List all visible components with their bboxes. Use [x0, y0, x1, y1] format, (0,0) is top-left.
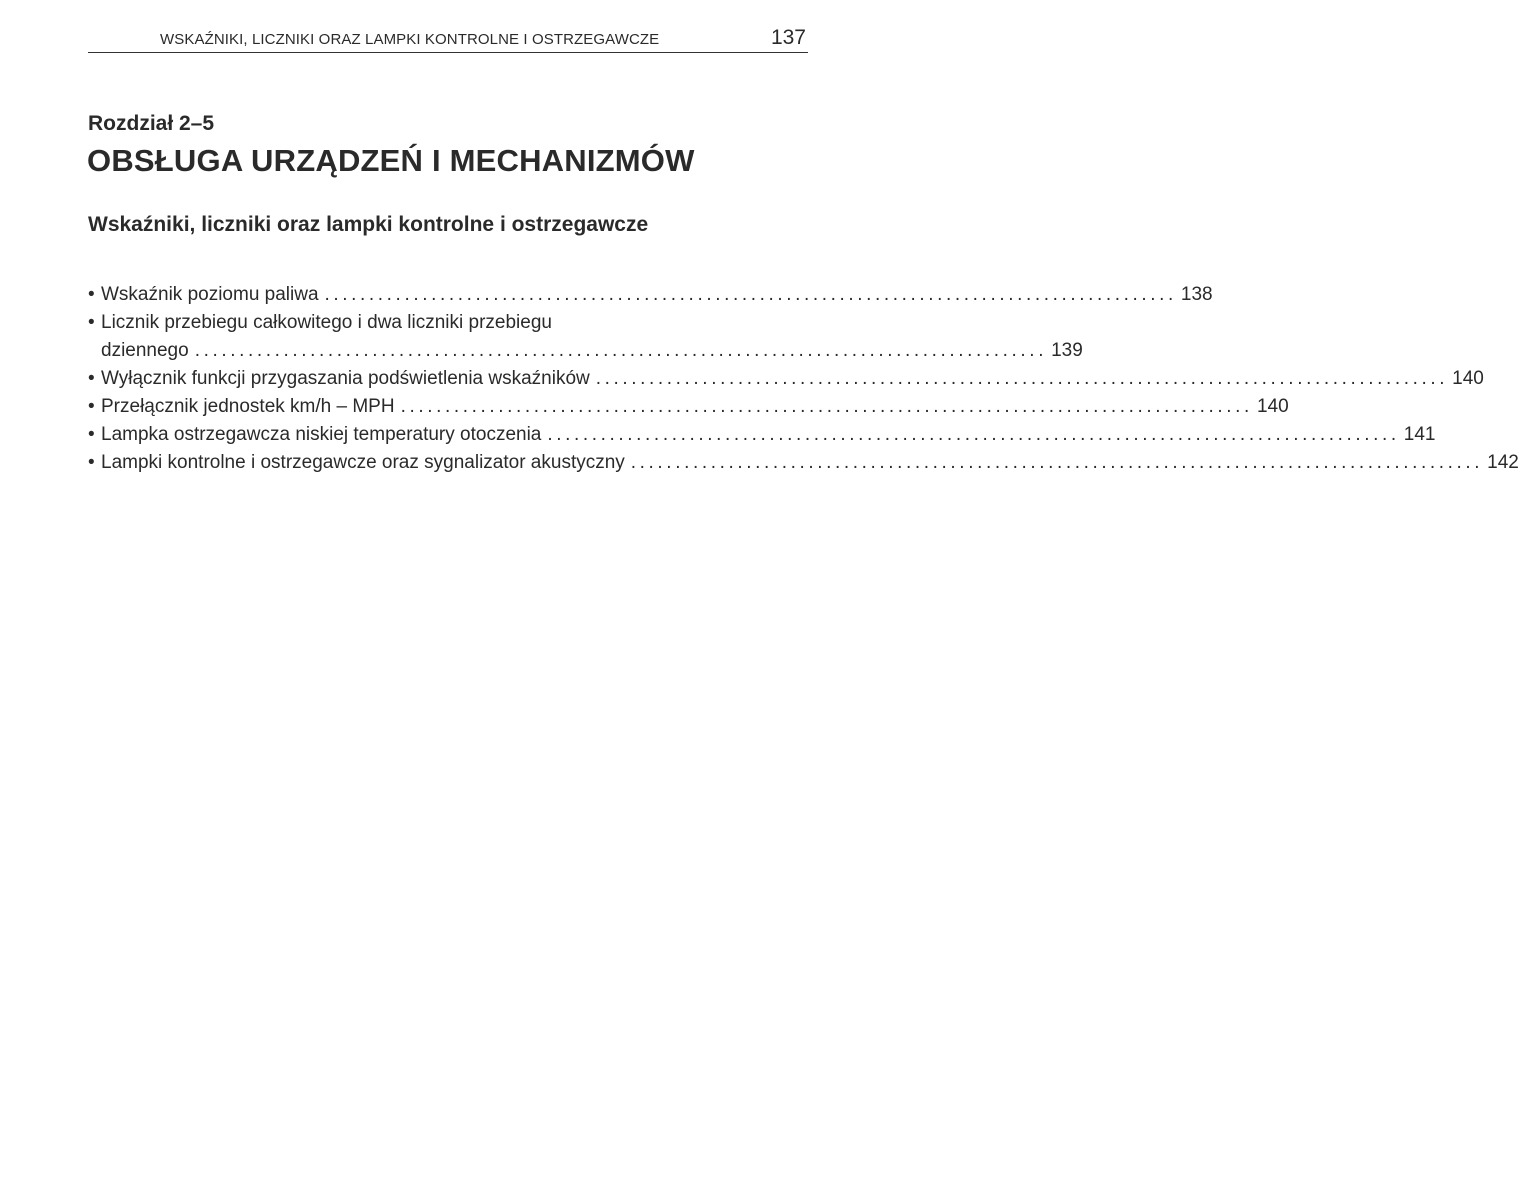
dot-leader: ................................................................................................	[595, 368, 1449, 389]
bullet-icon: •	[88, 424, 95, 445]
toc-entry-page: 142	[1487, 452, 1519, 473]
bullet-icon: •	[88, 396, 95, 417]
running-header-title: WSKAŹNIKI, LICZNIKI ORAZ LAMPKI KONTROLNE I OSTRZEGAWCZE	[160, 31, 660, 48]
toc-entry-page: 141	[1403, 424, 1436, 445]
toc-entry-page: 140	[1452, 368, 1484, 389]
bullet-icon: •	[88, 284, 95, 305]
toc-entry-title: Wskaźnik poziomu paliwa	[101, 284, 319, 305]
bullet-icon: •	[88, 452, 95, 473]
dot-leader: ................................................................................................	[547, 424, 1400, 445]
toc-entry-odometer-trip-meters[interactable]	[88, 309, 1083, 365]
chapter-title: OBSŁUGA URZĄDZEŃ I MECHANIZMÓW	[87, 143, 695, 178]
toc-entry-dimmer-switch[interactable]	[88, 365, 1484, 393]
toc-entry-title: Licznik przebiegu całkowitego i dwa liczniki przebiegu	[101, 312, 552, 333]
bullet-icon: •	[88, 312, 95, 333]
running-header	[88, 26, 808, 53]
section-title: Wskaźniki, liczniki oraz lampki kontrolne i ostrzegawcze	[88, 213, 649, 236]
dot-leader: ................................................................................................	[324, 284, 1177, 305]
table-of-contents	[88, 281, 1519, 477]
dot-leader: ................................................................................................	[630, 452, 1484, 473]
toc-entry-title: Lampka ostrzegawcza niskiej temperatury otoczenia	[101, 424, 542, 445]
toc-entry-page: 139	[1051, 340, 1083, 361]
toc-entry-title: Lampki kontrolne i ostrzegawcze oraz sygnalizator akustyczny	[101, 452, 625, 473]
toc-entry-title: Przełącznik jednostek km/h – MPH	[101, 396, 395, 417]
toc-entry-low-temp-warning[interactable]	[88, 421, 1436, 449]
toc-entry-title-continued: dziennego	[101, 340, 189, 361]
chapter-label: Rozdział 2–5	[88, 112, 215, 135]
page-number: 137	[770, 26, 806, 49]
toc-entry-page: 140	[1256, 396, 1289, 417]
bullet-icon: •	[88, 368, 95, 389]
toc-entry-kmh-mph-switch[interactable]	[88, 393, 1289, 421]
toc-entry-fuel-gauge[interactable]	[88, 281, 1213, 309]
toc-entry-page: 138	[1180, 284, 1213, 305]
toc-entry-title: Wyłącznik funkcji przygaszania podświetlenia wskaźników	[101, 368, 590, 389]
dot-leader: ................................................................................................	[194, 340, 1048, 361]
toc-entry-indicator-lamps-buzzer[interactable]	[88, 449, 1519, 477]
dot-leader: ................................................................................................	[400, 396, 1253, 417]
